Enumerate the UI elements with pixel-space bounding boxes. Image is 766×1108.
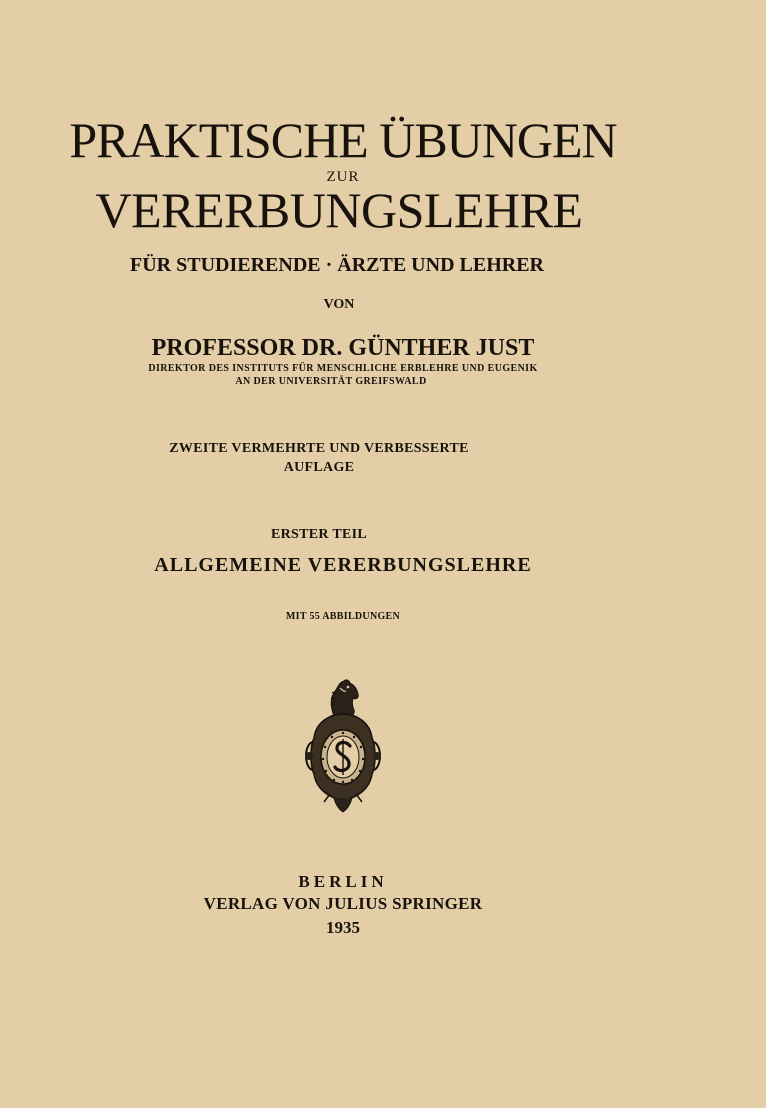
edition-line-1: ZWEITE VERMEHRTE UND VERBESSERTE bbox=[169, 441, 469, 456]
title-connector: ZUR bbox=[326, 169, 360, 185]
author-affiliation-line-1: DIREKTOR DES INSTITUTS FÜR MENSCHLICHE ERBLEHRE UND EUGENIK bbox=[148, 363, 538, 374]
subtitle: FÜR STUDIERENDE · ÄRZTE UND LEHRER bbox=[130, 254, 544, 276]
springer-knight-horse-emblem-icon bbox=[300, 676, 386, 816]
title-line-1: PRAKTISCHE ÜBUNGEN bbox=[69, 112, 617, 168]
title-line-2: VERERBUNGSLEHRE bbox=[95, 182, 583, 238]
publisher-name: VERLAG VON JULIUS SPRINGER bbox=[203, 894, 483, 913]
author-name: PROFESSOR DR. GÜNTHER JUST bbox=[151, 335, 535, 361]
part-title: ALLGEMEINE VERERBUNGSLEHRE bbox=[154, 554, 532, 576]
by-label: VON bbox=[323, 297, 355, 312]
figures-note: MIT 55 ABBILDUNGEN bbox=[285, 611, 401, 622]
part-label: ERSTER TEIL bbox=[270, 527, 368, 542]
publication-year: 1935 bbox=[326, 918, 360, 937]
author-affiliation-line-2: AN DER UNIVERSITÄT GREIFSWALD bbox=[235, 376, 427, 387]
edition-line-2: AUFLAGE bbox=[283, 460, 355, 475]
publication-city: BERLIN bbox=[298, 872, 388, 891]
